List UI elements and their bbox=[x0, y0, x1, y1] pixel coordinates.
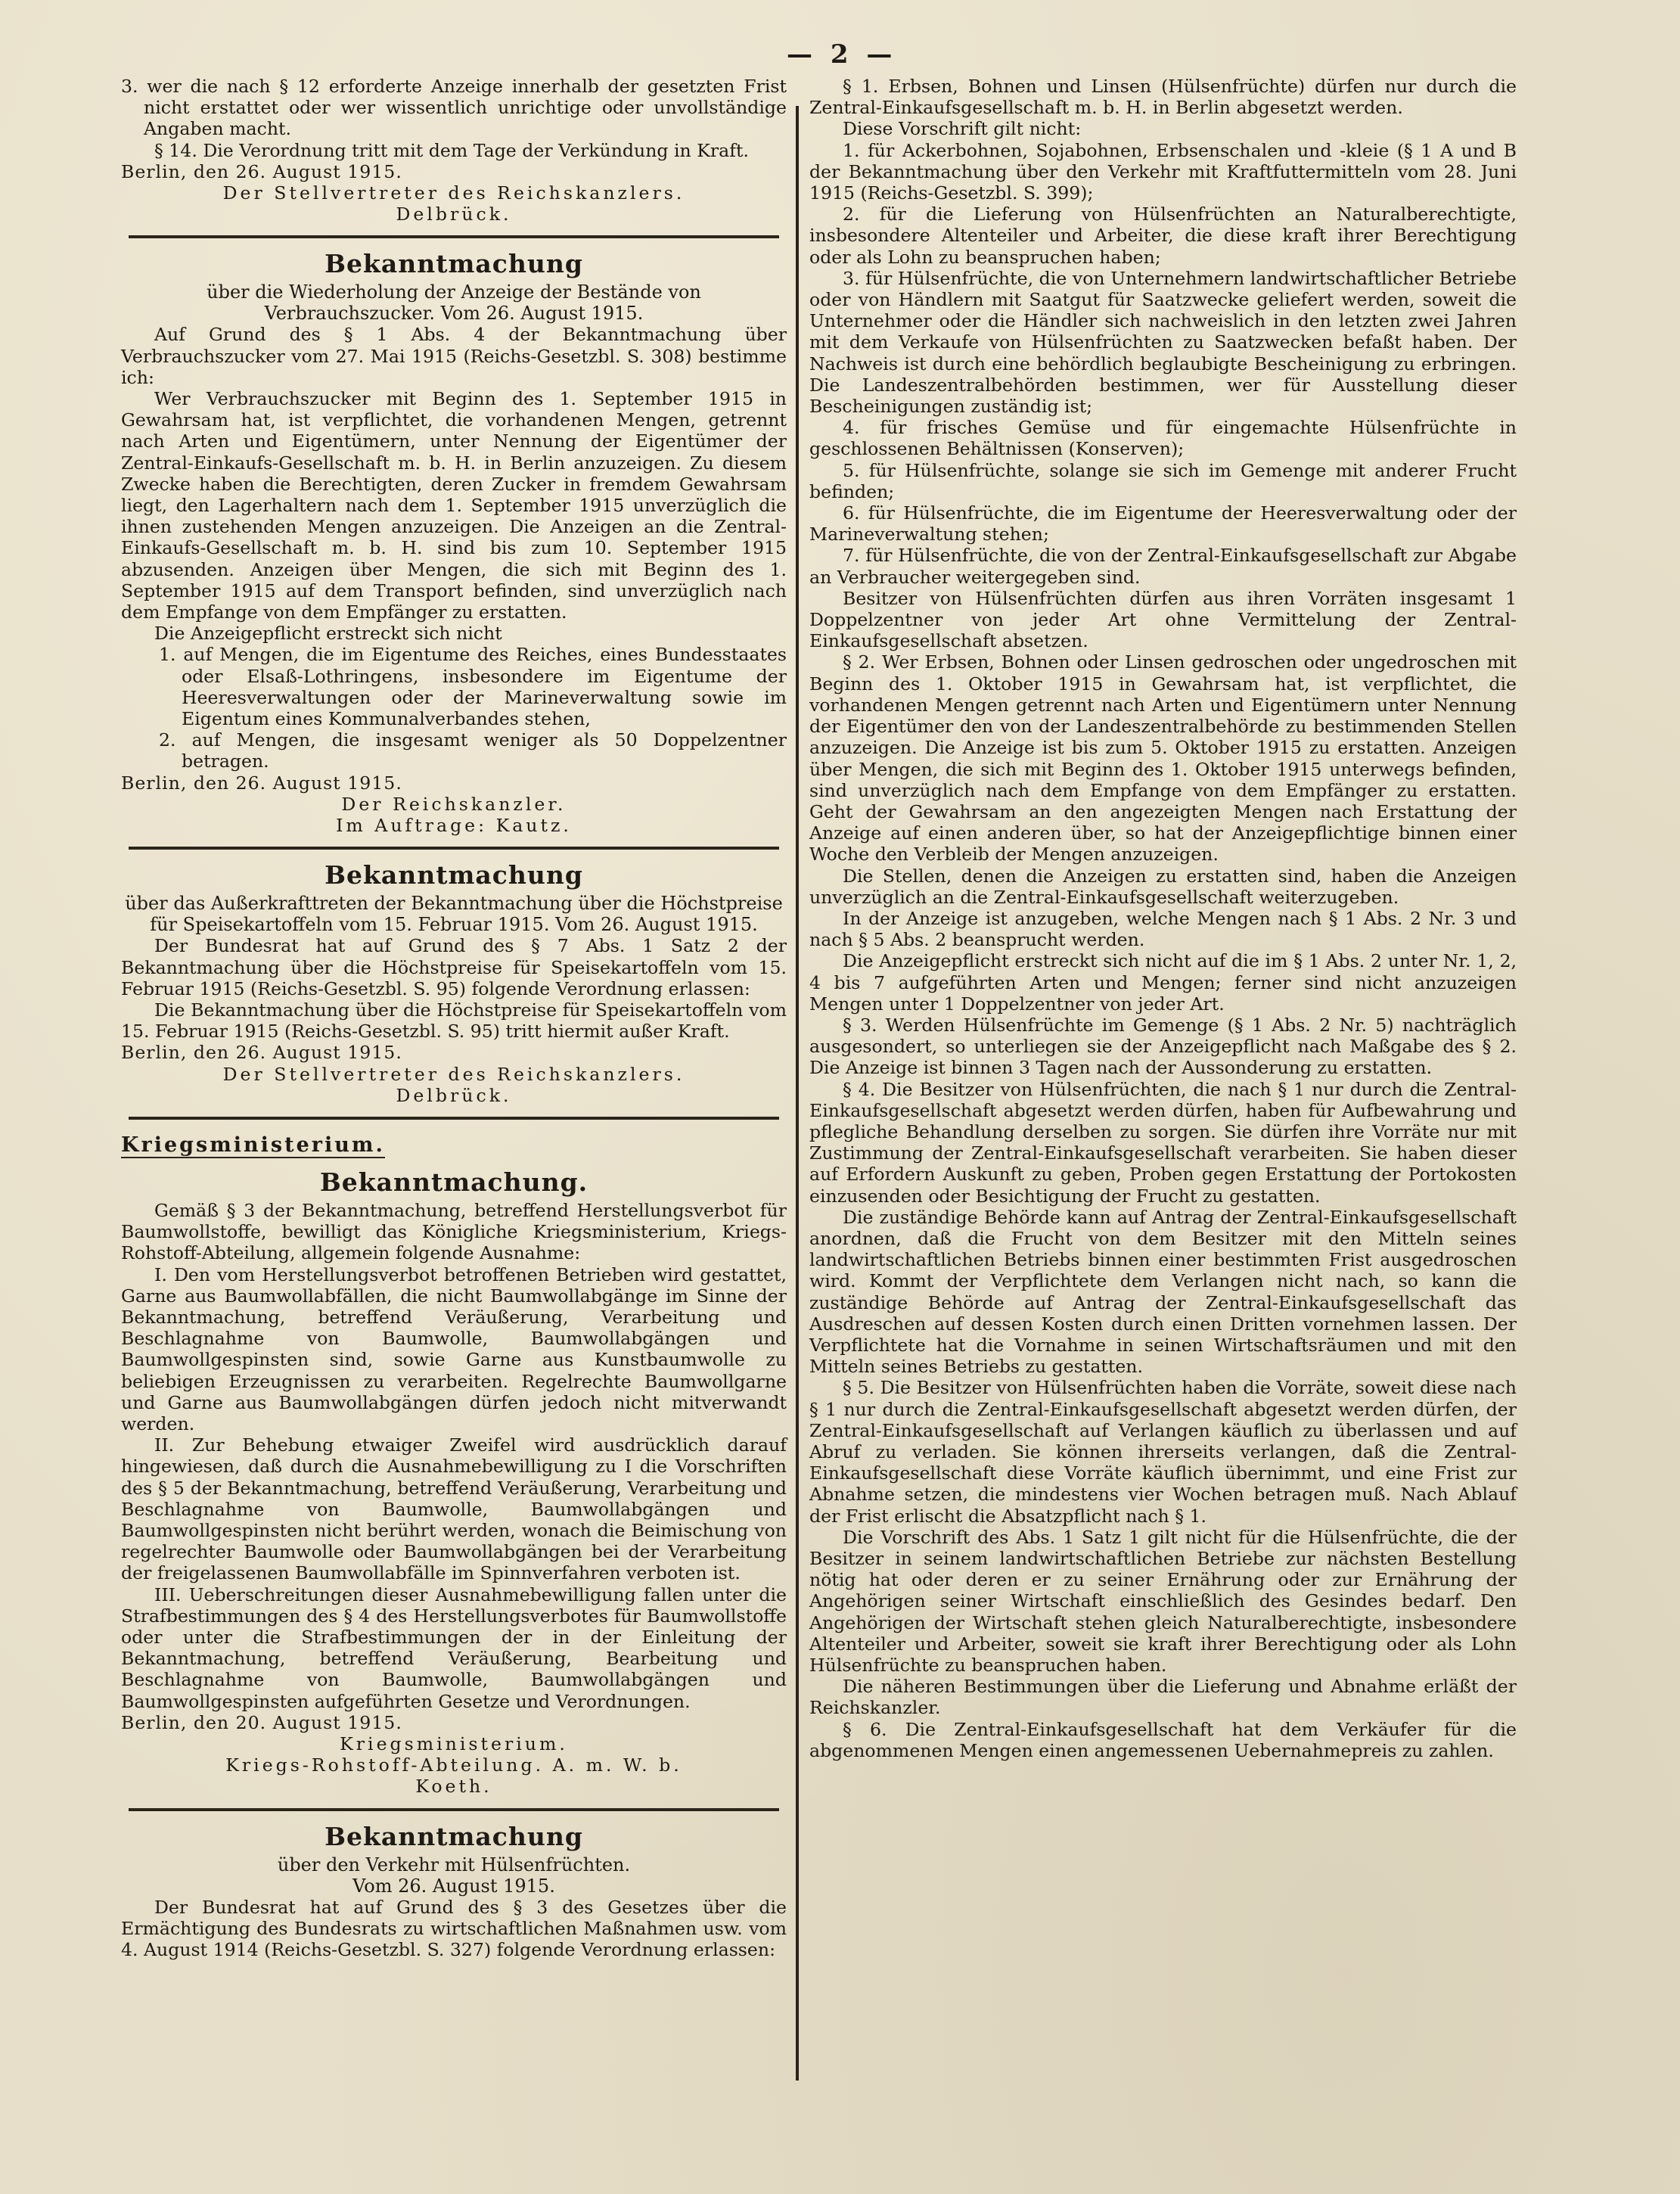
paragraph: Diese Vorschrift gilt nicht: bbox=[843, 118, 1082, 140]
column-divider bbox=[796, 106, 799, 2081]
notice-subtitle: über die Wiederholung der Anzeige der Bestände von Verbrauchszucker. Vom 26. August 1915. bbox=[207, 281, 701, 325]
paragraph: Auf Grund des § 1 Abs. 4 der Bekanntmachung über Verbrauchszucker vom 27. Mai 1915 (Reichs-Gesetzbl. S. 308) bestimme ich: bbox=[121, 324, 787, 388]
signature: Delbrück. bbox=[396, 204, 512, 225]
paragraph: § 3. Werden Hülsenfrüchte im Gemenge (§ 1 Abs. 2 Nr. 5) nachträglich ausgesondert, so unterliegen sie der Anzeigepflicht nach Maßgabe des § 2. Die Anzeige ist binnen 3 Tagen nach der Aussonderung zu erstatten. bbox=[809, 1014, 1517, 1079]
dateline: Berlin, den 26. August 1915. bbox=[121, 772, 402, 794]
divider bbox=[129, 235, 779, 238]
right-column bbox=[809, 76, 1517, 1761]
signature: Der Stellvertreter des Reichskanzlers. bbox=[222, 182, 685, 204]
signature: Kriegs-Rohstoff-Abteilung. A. m. W. b. bbox=[225, 1754, 682, 1776]
list-item: 2. für die Lieferung von Hülsenfrüchten an Naturalberechtigte, insbesondere Altenteiler und Arbeiter, die diese kraft ihrer Berechtigung oder als Lohn zu beanspruchen haben; bbox=[809, 204, 1517, 268]
notice-title: Bekanntmachung bbox=[325, 249, 583, 279]
paragraph: Die zuständige Behörde kann auf Antrag der Zentral-Einkaufsgesellschaft anordnen, daß die Frucht von dem Besitzer mit den Mitteln seines landwirtschaftlichen Betriebs binnen einer bestimmten Frist ausgedroschen wird. Kommt der Verpflichtete dem Verlangen nicht nach, so kann die zuständige Behörde auf Antrag der Zentral-Einkaufsgesellschaft das Ausdreschen auf dessen Kosten durch einen Dritten vornehmen lassen. Der Verpflichtete hat die Vornahme in seinen Wirtschaftsräumen und mit den Mitteln seines Betriebs zu gestatten. bbox=[809, 1206, 1517, 1378]
paragraph: § 2. Wer Erbsen, Bohnen oder Linsen gedroschen oder ungedroschen mit Beginn des 1. Oktober 1915 in Gewahrsam hat, ist verpflichtet, die vorhandenen Mengen getrennt nach Arten und Eigentümern unter Nennung der Eigentümer den von der Landeszentralbehörde zu bestimmenden Stellen anzuzeigen. Die Anzeige ist bis zum 5. Oktober 1915 zu erstatten. Anzeigen über Mengen, die sich mit Beginn des 1. Oktober 1915 unterwegs befinden, sind unverzüglich nach dem Empfange von dem Empfänger zu erstatten. Geht der Gewahrsam an den angezeigten Mengen nach Erstattung der Anzeige auf einen anderen über, so hat der Anzeigepflichtige binnen einer Woche den Verbleib der Mengen anzuzeigen. bbox=[809, 651, 1517, 865]
notice-title: Bekanntmachung bbox=[325, 1821, 583, 1851]
paragraph: § 1. Erbsen, Bohnen und Linsen (Hülsenfrüchte) dürfen nur durch die Zentral-Einkaufsgesellschaft m. b. H. in Berlin abgesetzt werden. bbox=[809, 76, 1517, 119]
divider bbox=[129, 1117, 779, 1120]
paragraph: Die Anzeigepflicht erstreckt sich nicht bbox=[154, 623, 502, 645]
signature: Delbrück. bbox=[396, 1084, 512, 1106]
paragraph: Gemäß § 3 der Bekanntmachung, betreffend Herstellungsverbot für Baumwollstoffe, bewilligt das Königliche Kriegsministerium, Kriegs-Rohstoff-Abteilung, allgemein folgende Ausnahme: bbox=[121, 1199, 787, 1264]
list-item: 6. für Hülsenfrüchte, die im Eigentume der Heeresverwaltung oder der Marineverwaltung stehen; bbox=[809, 502, 1517, 545]
notice-title: Bekanntmachung bbox=[325, 860, 583, 890]
paragraph: Die Anzeigepflicht erstreckt sich nicht auf die im § 1 Abs. 2 unter Nr. 1, 2, 4 bis 7 aufgeführten Arten und Mengen; ferner sind nicht anzuzeigen Mengen unter 1 Doppelzentner von jeder Art. bbox=[809, 950, 1517, 1015]
paragraph: Die Bekanntmachung über die Höchstpreise für Speisekartoffeln vom 15. Februar 1915 (Reichs-Gesetzbl. S. 95) tritt hiermit außer Kraft. bbox=[121, 999, 787, 1043]
list-item: 1. für Ackerbohnen, Sojabohnen, Erbsenschalen und -kleie (§ 1 A und B der Bekanntmachung über den Verkehr mit Kraftfuttermitteln vom 28. Juni 1915 (Reichs-Gesetzbl. S. 399); bbox=[809, 139, 1517, 204]
paragraph: III. Ueberschreitungen dieser Ausnahmebewilligung fallen unter die Strafbestimmungen des § 4 des Herstellungsverbotes für Baumwollstoffe oder unter die Strafbestimmungen der in der Einleitung der Bekanntmachung, betreffend Veräußerung, Bearbeitung und Beschlagnahme von Baumwolle, Baumwollabgängen und Baumwollgespinsten aufgeführten Gesetze und Verordnungen. bbox=[121, 1583, 787, 1712]
signature: Koeth. bbox=[415, 1776, 492, 1798]
list-item: 3. für Hülsenfrüchte, die von Unternehmern landwirtschaftlicher Betriebe oder von Händlern mit Saatgut für Saatzwecke geliefert werden, soweit die Unternehmer oder die Händler sich nachweislich in den letzten zwei Jahren mit dem Verkaufe von Hülsenfrüchten zu Saatzwecken befaßt haben. Der Nachweis ist durch eine behördlich beglaubigte Bescheinigung zu erbringen. Die Landeszentralbehörden bestimmen, wer für Ausstellung dieser Bescheinigungen zuständig ist; bbox=[809, 267, 1517, 418]
notice-subtitle: über das Außerkrafttreten der Bekanntmachung über die Höchstpreise für Speisekartoffeln vom 15. Februar 1915. Vom 26. August 1915. bbox=[125, 893, 783, 936]
divider bbox=[129, 1808, 779, 1811]
paragraph: Der Bundesrat hat auf Grund des § 7 Abs. 1 Satz 2 der Bekanntmachung über die Höchstpreise für Speisekartoffeln vom 15. Februar 1915 (Reichs-Gesetzbl. S. 95) folgende Verordnung erlassen: bbox=[121, 935, 787, 999]
list-item: 4. für frisches Gemüse und für eingemachte Hülsenfrüchte in geschlossenen Behältnissen (Konserven); bbox=[809, 417, 1517, 460]
dateline: Berlin, den 26. August 1915. bbox=[121, 160, 402, 182]
paragraph: § 4. Die Besitzer von Hülsenfrüchten, die nach § 1 nur durch die Zentral-Einkaufsgesellschaft abgesetzt werden dürfen, haben für Aufbewahrung und pflegliche Behandlung derselben zu sorgen. Sie dürfen ihre Vorräte nur mit Zustimmung der Zentral-Einkaufsgesellschaft verarbeiten. Sie haben dieser auf Erfordern Auskunft zu geben, Proben gegen Erstattung der Portokosten einzusenden oder Besichtigung der Frucht zu gestatten. bbox=[809, 1078, 1517, 1207]
list-item: 5. für Hülsenfrüchte, solange sie sich im Gemenge mit anderer Frucht befinden; bbox=[809, 459, 1517, 502]
paragraph: Die Vorschrift des Abs. 1 Satz 1 gilt nicht für die Hülsenfrüchte, die der Besitzer in seinem landwirtschaftlichen Betriebe zur nächsten Bestellung nötig hat oder deren er zu seiner Ernährung oder zur Ernährung der Angehörigen seiner Wirtschaft einschließlich des Gesindes bedarf. Den Angehörigen der Wirtschaft stehen gleich Naturalberechtigte, insbesondere Altenteiler und Arbeiter, soweit sie kraft ihrer Berechtigung oder als Lohn Hülsenfrüchte zu beanspruchen haben. bbox=[809, 1526, 1517, 1677]
paragraph: 3. wer die nach § 12 erforderte Anzeige innerhalb der gesetzten Frist nicht erstattet oder wer wissentlich unrichtige oder unvollständige Angaben macht. bbox=[121, 76, 787, 140]
paragraph: Wer Verbrauchszucker mit Beginn des 1. September 1915 in Gewahrsam hat, ist verpflichtet, die vorhandenen Mengen, getrennt nach Arten und Eigentümern, unter Nennung der Eigentümer der Zentral-Einkaufs-Gesellschaft m. b. H. in Berlin anzuzeigen. Zu diesem Zwecke haben die Berechtigten, deren Zucker in fremdem Gewahrsam liegt, den Lagerhaltern nach dem 1. September 1915 unverzüglich die ihnen zustehenden Mengen anzuzeigen. Die Anzeigen an die Zentral-Einkaufs-Gesellschaft m. b. H. sind bis zum 10. September 1915 abzusenden. Anzeigen über Mengen, die sich mit Beginn des 1. September 1915 auf dem Transport befinden, sind unverzüglich nach dem Empfange von dem Empfänger zu erstatten. bbox=[121, 388, 787, 623]
paragraph: II. Zur Behebung etwaiger Zweifel wird ausdrücklich darauf hingewiesen, daß durch die Ausnahmebewilligung zu I die Vorschriften des § 5 der Bekanntmachung, betreffend Veräußerung, Verarbeitung und Beschlagnahme von Baumwolle, Baumwollabgängen und Baumwollgespinsten nicht berührt werden, wonach die Beimischung von regelrechter Baumwolle oder Baumwollabgängen bei der Verarbeitung der freigelassenen Baumwollabfälle im Spinnverfahren verboten ist. bbox=[121, 1434, 787, 1584]
signature: Im Auftrage: Kautz. bbox=[336, 815, 572, 837]
paragraph: § 6. Die Zentral-Einkaufsgesellschaft hat dem Verkäufer für die abgenommenen Mengen einen angemessenen Uebernahmepreis zu zahlen. bbox=[809, 1718, 1517, 1761]
paragraph: Die näheren Bestimmungen über die Lieferung und Abnahme erläßt der Reichskanzler. bbox=[809, 1676, 1517, 1719]
divider bbox=[129, 847, 779, 850]
paragraph: Besitzer von Hülsenfrüchten dürfen aus ihren Vorräten insgesamt 1 Doppelzentner von jeder Art ohne Vermittelung der Zentral-Einkaufsgesellschaft absetzen. bbox=[809, 587, 1517, 652]
list-item: 2. auf Mengen, die insgesamt weniger als 50 Doppelzentner betragen. bbox=[159, 729, 787, 772]
paragraph: § 5. Die Besitzer von Hülsenfrüchten haben die Vorräte, soweit diese nach § 1 nur durch die Zentral-Einkaufsgesellschaft abgesetzt werden dürfen, der Zentral-Einkaufsgesellschaft auf Verlangen käuflich zu überlassen und auf Abruf zu verladen. Sie können ihrerseits verlangen, daß die Zentral-Einkaufsgesellschaft diese Vorräte käuflich übernimmt, und eine Frist zur Abnahme setzen, die mindestens vier Wochen betragen muß. Nach Ablauf der Frist erlischt die Absatzpflicht nach § 1. bbox=[809, 1377, 1517, 1527]
signature: Der Stellvertreter des Reichskanzlers. bbox=[222, 1063, 685, 1085]
paragraph: Die Stellen, denen die Anzeigen zu erstatten sind, haben die Anzeigen unverzüglich an die Zentral-Einkaufsgesellschaft weiterzugeben. bbox=[809, 865, 1517, 908]
list-item: 1. auf Mengen, die im Eigentume des Reiches, eines Bundesstaates oder Elsaß-Lothringens, insbesondere im Eigentume der Heeresverwaltungen oder der Marineverwaltung sowie im Eigentum eines Kommunalverbandes stehen, bbox=[159, 644, 787, 730]
dateline: Berlin, den 26. August 1915. bbox=[121, 1042, 402, 1064]
paragraph: In der Anzeige ist anzugeben, welche Mengen nach § 1 Abs. 2 Nr. 3 und nach § 5 Abs. 2 beansprucht werden. bbox=[809, 907, 1517, 951]
notice-title: Bekanntmachung. bbox=[319, 1167, 588, 1197]
paragraph: Der Bundesrat hat auf Grund des § 3 des Gesetzes über die Ermächtigung des Bundesrats zu wirtschaftlichen Maßnahmen usw. vom 4. August 1914 (Reichs-Gesetzbl. S. 327) folgende Verordnung erlassen: bbox=[121, 1896, 787, 1961]
list-item: 7. für Hülsenfrüchte, die von der Zentral-Einkaufsgesellschaft zur Abgabe an Verbraucher weitergegeben sind. bbox=[809, 545, 1517, 588]
left-column bbox=[121, 76, 787, 1960]
signature: Der Reichskanzler. bbox=[341, 793, 567, 815]
dateline: Berlin, den 20. August 1915. bbox=[121, 1711, 402, 1733]
notice-subtitle: Vom 26. August 1915. bbox=[352, 1875, 555, 1897]
section-heading: Kriegsministerium. bbox=[121, 1133, 385, 1157]
paragraph: § 14. Die Verordnung tritt mit dem Tage der Verkündung in Kraft. bbox=[154, 139, 749, 161]
notice-subtitle: über den Verkehr mit Hülsenfrüchten. bbox=[277, 1854, 631, 1875]
paragraph: I. Den vom Herstellungsverbot betroffenen Betrieben wird gestattet, Garne aus Baumwollabfällen, die nicht Baumwollabgänge im Sinne der Bekanntmachung, betreffend Veräußerung, Verarbeitung und Beschlagnahme von Baumwolle, Baumwollabgängen und Baumwollgespinsten sind, sowie Garne aus Kunstbaumwolle zu beliebigen Erzeugnissen zu verarbeiten. Regelrechte Baumwollgarne und Garne aus Baumwollabgängen dürfen jedoch nicht mitverwandt werden. bbox=[121, 1263, 787, 1434]
page-number: — 2 — bbox=[787, 39, 897, 70]
signature: Kriegsministerium. bbox=[340, 1733, 568, 1754]
